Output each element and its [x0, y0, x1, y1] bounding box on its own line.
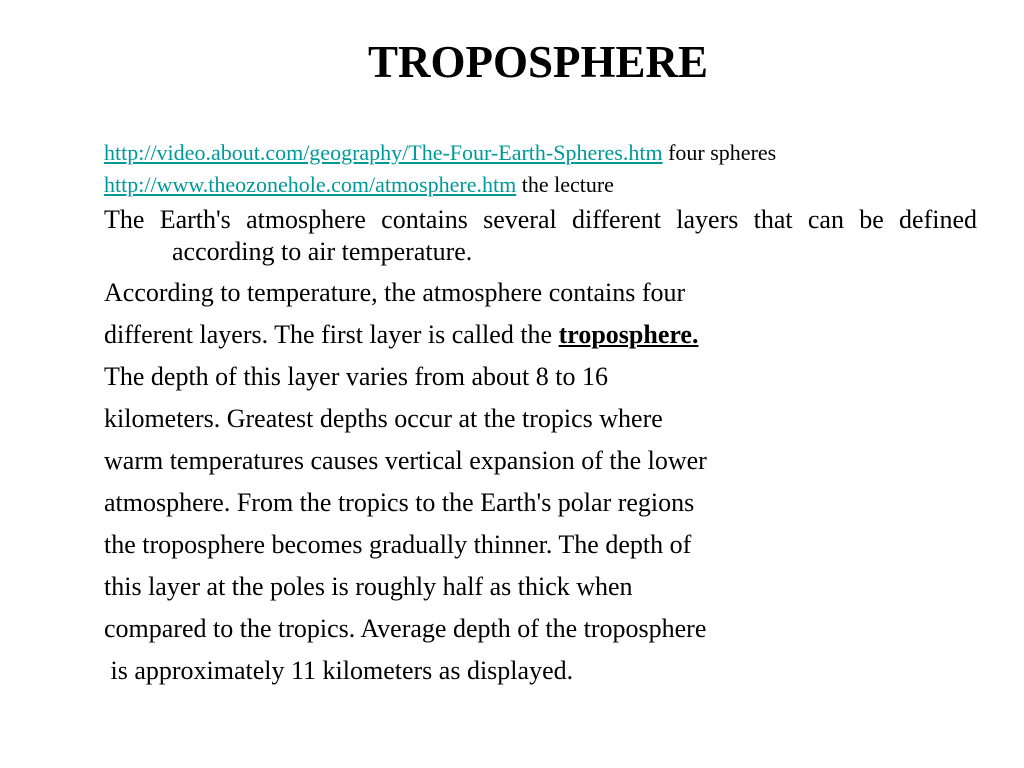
lecture-link[interactable]: http://www.theozonehole.com/atmosphere.htm [104, 172, 517, 197]
body-line-1: According to temperature, the atmosphere contains four [104, 278, 686, 307]
link-row-lecture [104, 172, 977, 198]
body-line-8: this layer at the poles is roughly half as thick when [104, 572, 633, 601]
body-line-10: is approximately 11 kilometers as displayed. [104, 656, 574, 685]
body-line-2-text: different layers. The first layer is called the [104, 320, 553, 349]
body-line-5: warm temperatures causes vertical expansion of the lower [104, 446, 707, 475]
link-row-four-spheres [104, 140, 977, 166]
body-line-6: atmosphere. From the tropics to the Earth's polar regions [104, 488, 695, 517]
body-line-3: The depth of this layer varies from about 8 to 16 [104, 362, 608, 391]
body-line-2 [104, 314, 977, 356]
intro-paragraph: The Earth's atmosphere contains several different layers that can be defined according to air temperature. [104, 205, 977, 266]
slide-body [104, 140, 977, 692]
troposphere-term: troposphere. [558, 320, 699, 349]
four-spheres-description: four spheres [668, 140, 777, 165]
body-line-7: the troposphere becomes gradually thinner. The depth of [104, 530, 692, 559]
body-line-4: kilometers. Greatest depths occur at the tropics where [104, 404, 663, 433]
four-spheres-link[interactable]: http://video.about.com/geography/The-Four-Earth-Spheres.htm [104, 140, 663, 165]
slide-title: TROPOSPHERE [367, 37, 709, 87]
lecture-description: the lecture [521, 172, 614, 197]
body-line-9: compared to the tropics. Average depth of the troposphere [104, 614, 707, 643]
